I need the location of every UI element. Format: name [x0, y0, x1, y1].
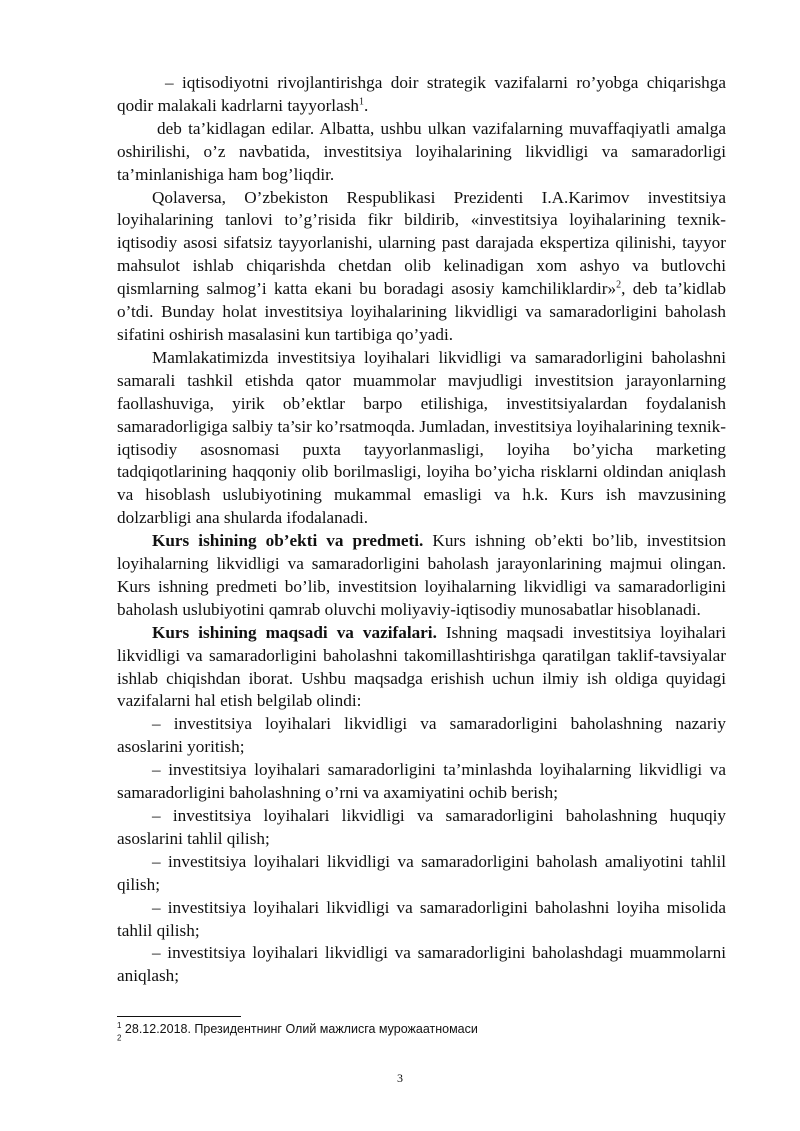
- paragraph-text: deb ta’kidlagan edilar. Albatta, ushbu ulkan vazifalarning muvaffaqiyatli amalga oshirilishi, o’z navbatida, investitsiya loyihalarining likvidligi va samaradorligi ta’minlanishiga ham bog’liqdir.: [117, 118, 726, 184]
- list-item: [117, 897, 726, 943]
- paragraph-text: Qolaversa, O’zbekiston Respublikasi Prezidenti I.A.Karimov investitsiya loyihalarining tanlovi to’g’risida fikr bildirib, «investitsiya loyihalarining texnik-iqtisodiy asosi sifatsiz tayyorlanishi, ularning past darajada ekspertiza qilinishi, tayyor mahsulot ishlab chiqarishda chetdan olib kelinadigan xom ashyo va butlovchi qismlarning salmog’i katta ekani bu boradagi asosiy kamchiliklardir»: [117, 187, 726, 299]
- footnote-ref-2: 2: [616, 279, 622, 291]
- paragraph-text-tail: .: [363, 95, 369, 115]
- document-body: [117, 72, 726, 988]
- paragraph: [117, 347, 726, 530]
- list-item-text: – investitsiya loyihalari likvidligi va samaradorligini baholash amaliyotini tahlil qilish;: [117, 851, 726, 894]
- list-item-text: – investitsiya loyihalari samaradorligini ta’minlashda loyihalarning likvidligi va samaradorligini baholashning o’rni va axamiyatini ochib berish;: [117, 760, 726, 803]
- list-item-text: – investitsiya loyihalari likvidligi va samaradorligini baholashdagi muammolarni aniqlash;: [117, 943, 726, 986]
- footnote-1: [117, 1022, 726, 1037]
- footnote-ref-1: 1: [358, 96, 364, 108]
- paragraph: [117, 118, 726, 187]
- footnote-2: [117, 1033, 726, 1047]
- list-item-text: – investitsiya loyihalari likvidligi va samaradorligini baholashni loyiha misolida tahlil qilish;: [117, 897, 726, 940]
- list-item-text: – investitsiya loyihalari likvidligi va samaradorligini baholashning nazariy asoslarini yoritish;: [117, 714, 726, 757]
- footnote-mark: 1: [117, 1020, 122, 1030]
- paragraph-text-tail: , deb ta’kidlab o’tdi. Bunday holat investitsiya loyihalarining likvidligi va samaradorligini baholash sifatini oshirish masalasini kun tartibiga qo’yadi.: [117, 279, 726, 344]
- list-item: [117, 942, 726, 988]
- paragraph-text: Mamlakatimizda investitsiya loyihalari likvidligi va samaradorligini baholashni samarali tashkil etishda qator muammolar mavjudligi investitsion jarayonlarning faollashuviga, yirik ob’ektlar barpo etilishiga, investitsiyalardan foydalanish samaradorligiga salbiy ta’sir ko’rsatmoqda. Jumladan, investitsiya loyihalarining texnik-iqtisodiy asosnomasi puxta tayyorlanmasligi, loyiha bo’yicha marketing tadqiqotlarining haqqoniy olib borilmasligi, loyiha bo’yicha risklarni oldindan aniqlash va hisoblash uslubiyotining mukammal emasligi va h.k. Kurs ish mavzusining dolzarbligi ana shularda ifodalanadi.: [117, 347, 726, 528]
- footnote-text: 28.12.2018. Президентнинг Олий мажлисга мурожаатномаси: [121, 1022, 478, 1036]
- list-item-text: – investitsiya loyihalari likvidligi va samaradorligini baholashning huquqiy asoslarini tahlil qilish;: [117, 806, 726, 848]
- paragraph-object-subject: [117, 530, 726, 622]
- footnote-separator: [117, 1016, 241, 1017]
- paragraph-text: – iqtisodiyotni rivojlantirishga doir strategik vazifalarni ro’yobga chiqarishga qodir malakali kadrlarni tayyorlash: [117, 73, 726, 115]
- list-item: [117, 805, 726, 851]
- paragraph-goals-tasks: [117, 622, 726, 714]
- paragraph-text: Kurs ishning ob’ekti bo’lib, investitsion loyihalarning likvidligi va samaradorligini baholash jarayonlarining majmui olingan. Kurs ishning predmeti bo’lib, investitsion loyihalarning likvidligi va samaradorligini baholash uslubiyotini qamrab oluvchi moliyaviy-iqtisodiy munosabatlar hisoblanadi.: [117, 531, 726, 619]
- list-item: [117, 851, 726, 897]
- list-item: [117, 759, 726, 805]
- paragraph: [117, 187, 726, 347]
- footnote-mark: 2: [117, 1033, 122, 1043]
- section-heading: Kurs ishining ob’ekti va predmeti.: [152, 531, 424, 551]
- paragraph-intro-dash: [117, 72, 726, 118]
- page-number: 3: [397, 1071, 403, 1085]
- list-item: [117, 713, 726, 759]
- paragraph-text: Ishning maqsadi investitsiya loyihalari likvidligi va samaradorligini baholashni takomillashtirishga qaratilgan taklif-tavsiyalar ishlab chiqishdan iborat. Ushbu maqsadga erishish uchun ilmiy ish oldiga quyidagi vazifalarni hal etish belgilab olindi:: [117, 622, 726, 711]
- footnotes: [117, 1022, 726, 1047]
- section-heading: Kurs ishining maqsadi va vazifalari.: [152, 622, 437, 642]
